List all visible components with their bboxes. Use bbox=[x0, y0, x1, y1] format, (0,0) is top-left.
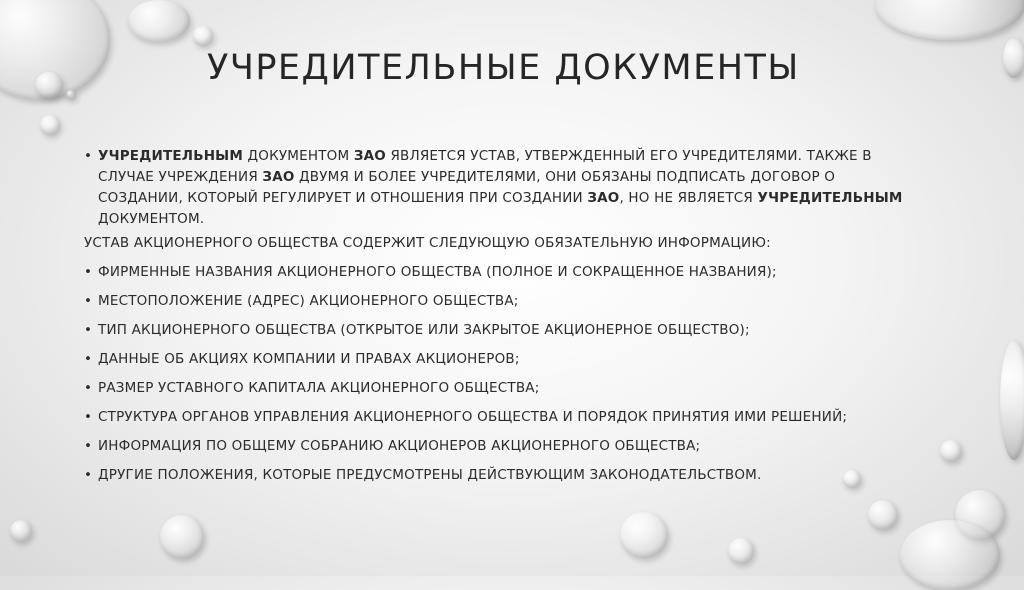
list-item bbox=[84, 262, 914, 283]
bullet-marker: • bbox=[84, 380, 93, 396]
list-item-text: ТИП АКЦИОНЕРНОГО ОБЩЕСТВА (ОТКРЫТОЕ ИЛИ ЗАКРЫТОЕ АКЦИОНЕРНОЕ ОБЩЕСТВО); bbox=[98, 322, 750, 338]
bold-text: УЧРЕДИТЕЛЬНЫМ bbox=[98, 148, 244, 164]
list-item-text: ФИРМЕННЫЕ НАЗВАНИЯ АКЦИОНЕРНОГО ОБЩЕСТВА (ПОЛНОЕ И СОКРАЩЕННОЕ НАЗВАНИЯ); bbox=[98, 264, 777, 280]
water-drop-decoration bbox=[900, 520, 1000, 590]
bullet-marker: • bbox=[84, 264, 93, 280]
water-drop-decoration bbox=[868, 500, 898, 530]
water-drop-decoration bbox=[35, 72, 63, 98]
list-item bbox=[84, 436, 914, 457]
text-span: ДОКУМЕНТОМ bbox=[243, 148, 354, 164]
list-item-text: СТРУКТУРА ОРГАНОВ УПРАВЛЕНИЯ АКЦИОНЕРНОГО ОБЩЕСТВА И ПОРЯДОК ПРИНЯТИЯ ИМИ РЕШЕНИЙ; bbox=[98, 409, 848, 425]
water-drop-decoration bbox=[66, 90, 76, 100]
list-item bbox=[84, 407, 914, 428]
water-drop-decoration bbox=[728, 538, 754, 564]
water-drop-decoration bbox=[875, 0, 1024, 40]
text-span: ДОКУМЕНТОМ. bbox=[98, 211, 205, 227]
bullet-marker: • bbox=[84, 148, 93, 164]
list-item bbox=[84, 320, 914, 341]
list-item bbox=[84, 291, 914, 312]
text-span: ДВУМЯ И БОЛЕЕ УЧРЕДИТЕЛЯМИ, ОНИ ОБЯЗАНЫ ПОДПИСАТЬ ДОГОВОР О СОЗДАНИИ, КОТОРЫЙ РЕГУЛИРУЕТ И ОТНОШЕНИЯ ПРИ СОЗДАНИИ bbox=[98, 169, 836, 206]
intro-text: УСТАВ АКЦИОНЕРНОГО ОБЩЕСТВА СОДЕРЖИТ СЛЕДУЮЩУЮ ОБЯЗАТЕЛЬНУЮ ИНФОРМАЦИЮ: bbox=[84, 235, 771, 251]
list-item bbox=[84, 349, 914, 370]
water-drop-decoration bbox=[10, 520, 32, 542]
slide-title: УЧРЕДИТЕЛЬНЫЕ ДОКУМЕНТЫ bbox=[207, 48, 800, 88]
bullet-marker: • bbox=[84, 293, 93, 309]
paragraph-zao-definition bbox=[84, 146, 914, 230]
water-drop-decoration bbox=[40, 115, 60, 135]
water-drop-decoration bbox=[620, 512, 668, 558]
bold-text: УЧРЕДИТЕЛЬНЫМ bbox=[757, 190, 903, 206]
bold-text: ЗАО bbox=[587, 190, 620, 206]
bullet-marker: • bbox=[84, 438, 93, 454]
water-drop-decoration bbox=[160, 515, 204, 559]
slide-content bbox=[84, 146, 914, 494]
list-item bbox=[84, 378, 914, 399]
bullet-marker: • bbox=[84, 467, 93, 483]
bullet-marker: • bbox=[84, 322, 93, 338]
water-drop-decoration bbox=[1003, 38, 1024, 78]
water-drop-decoration bbox=[128, 0, 190, 42]
bullet-marker: • bbox=[84, 409, 93, 425]
water-drop-decoration bbox=[940, 440, 962, 462]
text-span: , НО НЕ ЯВЛЯЕТСЯ bbox=[619, 190, 758, 206]
bullet-marker: • bbox=[84, 351, 93, 367]
list-item bbox=[84, 465, 914, 486]
list-item-text: ИНФОРМАЦИЯ ПО ОБЩЕМУ СОБРАНИЮ АКЦИОНЕРОВ АКЦИОНЕРНОГО ОБЩЕСТВА; bbox=[98, 438, 701, 454]
water-drop-decoration bbox=[1000, 340, 1024, 460]
bold-text: ЗАО bbox=[262, 169, 295, 185]
text-span: ЯВЛЯЕТСЯ УСТАВ, УТВЕРЖДЕННЫЙ ЕГО УЧРЕДИТЕЛЯМИ. ТАКЖЕ В СЛУЧАЕ УЧРЕЖДЕНИЯ bbox=[98, 148, 872, 185]
water-drop-decoration bbox=[193, 26, 213, 46]
bold-text: ЗАО bbox=[353, 148, 386, 164]
list-item-text: МЕСТОПОЛОЖЕНИЕ (АДРЕС) АКЦИОНЕРНОГО ОБЩЕСТВА; bbox=[98, 293, 519, 309]
list-item-text: РАЗМЕР УСТАВНОГО КАПИТАЛА АКЦИОНЕРНОГО ОБЩЕСТВА; bbox=[98, 380, 540, 396]
list-item-text: ДАННЫЕ ОБ АКЦИЯХ КОМПАНИИ И ПРАВАХ АКЦИОНЕРОВ; bbox=[98, 351, 520, 367]
list-item-text: ДРУГИЕ ПОЛОЖЕНИЯ, КОТОРЫЕ ПРЕДУСМОТРЕНЫ ДЕЙСТВУЮЩИМ ЗАКОНОДАТЕЛЬСТВОМ. bbox=[98, 467, 762, 483]
